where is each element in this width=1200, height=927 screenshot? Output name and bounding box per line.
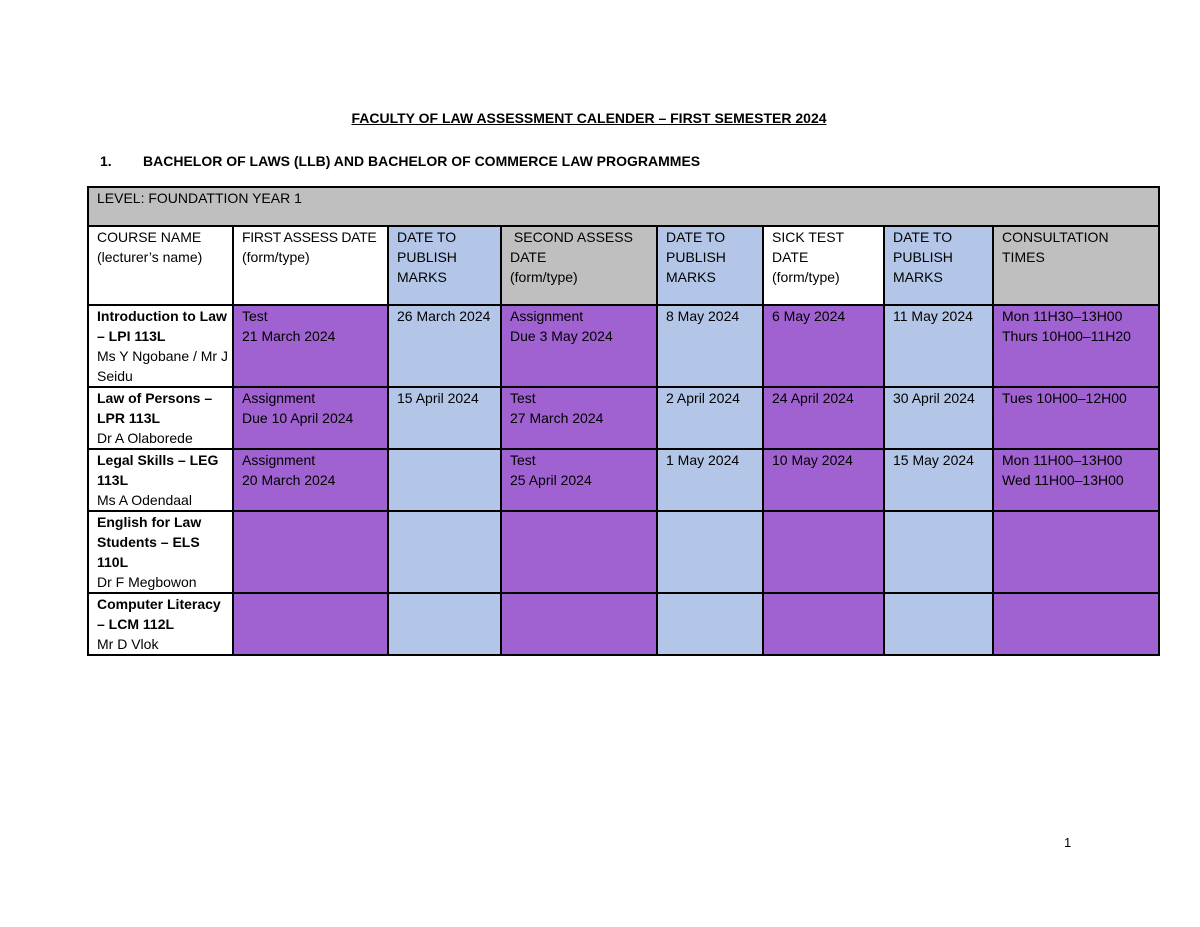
second-assess-cell <box>501 511 657 593</box>
header-consultation-times <box>993 226 1159 305</box>
course-cell <box>88 449 233 511</box>
document-title: FACULTY OF LAW ASSESSMENT CALENDER – FIRST SEMESTER 2024 <box>351 110 827 126</box>
second-assess-cell <box>501 449 657 511</box>
first-assess-cell <box>233 449 388 511</box>
header-line: DATE TO <box>666 229 726 245</box>
second-assess-cell <box>501 387 657 449</box>
course-name: Introduction to Law – LPI 113L <box>97 308 227 344</box>
assessment-date: 21 March 2024 <box>242 328 336 344</box>
header-line: (form/type) <box>772 269 840 285</box>
consultation-cell <box>993 387 1159 449</box>
header-line: SECOND ASSESS <box>510 229 633 245</box>
assessment-form: Test <box>510 452 536 468</box>
section-heading <box>100 153 700 169</box>
table-row <box>88 387 1159 449</box>
table-row <box>88 449 1159 511</box>
header-line: PUBLISH <box>397 249 457 265</box>
first-assess-cell <box>233 305 388 387</box>
page-number: 1 <box>1064 835 1072 850</box>
assessment-date: 25 April 2024 <box>510 472 592 488</box>
header-line: MARKS <box>893 269 943 285</box>
header-course-name <box>88 226 233 305</box>
header-line: PUBLISH <box>893 249 953 265</box>
header-sick-test-date <box>763 226 884 305</box>
sick-test-cell: 6 May 2024 <box>763 305 884 387</box>
header-line: DATE TO <box>397 229 457 245</box>
consultation-time: Mon 11H00–13H00 <box>1002 452 1123 468</box>
assessment-form: Assignment <box>242 390 316 406</box>
course-name: Law of Persons – LPR 113L <box>97 390 213 426</box>
assessment-date: Due 10 April 2024 <box>242 410 354 426</box>
sick-test-cell <box>763 593 884 655</box>
publish-marks-cell <box>884 511 993 593</box>
publish-marks-cell: 1 May 2024 <box>657 449 763 511</box>
header-line: CONSULTATION <box>1002 229 1109 245</box>
publish-marks-cell: 2 April 2024 <box>657 387 763 449</box>
consultation-time: Tues 10H00–12H00 <box>1002 390 1127 406</box>
lecturer-name: Mr D Vlok <box>97 636 159 652</box>
publish-marks-cell: 15 April 2024 <box>388 387 501 449</box>
header-line: (form/type) <box>242 249 310 265</box>
header-line: PUBLISH <box>666 249 726 265</box>
course-name: Legal Skills – LEG 113L <box>97 452 219 488</box>
header-first-assess-date <box>233 226 388 305</box>
level-row <box>88 187 1159 226</box>
lecturer-name: Dr A Olaborede <box>97 430 193 446</box>
header-line: MARKS <box>666 269 716 285</box>
header-publish-marks-1 <box>388 226 501 305</box>
consultation-cell <box>993 449 1159 511</box>
header-line: (form/type) <box>510 269 578 285</box>
header-line: FIRST ASSESS DATE <box>242 229 377 245</box>
table-row <box>88 305 1159 387</box>
section-title: BACHELOR OF LAWS (LLB) AND BACHELOR OF COMMERCE LAW PROGRAMMES <box>143 153 701 169</box>
header-line: TIMES <box>1002 249 1045 265</box>
section-number: 1. <box>100 153 112 169</box>
publish-marks-cell: 15 May 2024 <box>884 449 993 511</box>
lecturer-name: Ms A Odendaal <box>97 492 192 508</box>
course-cell <box>88 593 233 655</box>
consultation-cell <box>993 511 1159 593</box>
header-line: COURSE NAME <box>97 229 202 245</box>
assessment-calendar-table <box>87 186 1160 656</box>
consultation-time: Thurs 10H00–11H20 <box>1002 328 1131 344</box>
publish-marks-cell: 8 May 2024 <box>657 305 763 387</box>
assessment-date: 20 March 2024 <box>242 472 336 488</box>
consultation-cell <box>993 593 1159 655</box>
first-assess-cell <box>233 593 388 655</box>
course-cell <box>88 511 233 593</box>
header-row <box>88 226 1159 305</box>
assessment-form: Assignment <box>242 452 316 468</box>
header-line: (lecturer’s name) <box>97 249 203 265</box>
course-cell <box>88 387 233 449</box>
publish-marks-cell <box>388 593 501 655</box>
sick-test-cell: 10 May 2024 <box>763 449 884 511</box>
consultation-time: Wed 11H00–13H00 <box>1002 472 1124 488</box>
course-name: English for Law Students – ELS 110L <box>97 514 202 570</box>
assessment-form: Assignment <box>510 308 584 324</box>
publish-marks-cell <box>388 449 501 511</box>
second-assess-cell <box>501 593 657 655</box>
lecturer-name: Ms Y Ngobane / Mr J Seidu <box>97 348 228 384</box>
publish-marks-cell <box>388 511 501 593</box>
course-name: Computer Literacy – LCM 112L <box>97 596 221 632</box>
table-row <box>88 511 1159 593</box>
header-publish-marks-2 <box>657 226 763 305</box>
table-row <box>88 593 1159 655</box>
second-assess-cell <box>501 305 657 387</box>
first-assess-cell <box>233 511 388 593</box>
publish-marks-cell <box>657 593 763 655</box>
header-line: DATE TO <box>893 229 953 245</box>
publish-marks-cell: 26 March 2024 <box>388 305 501 387</box>
assessment-form: Test <box>510 390 536 406</box>
sick-test-cell: 24 April 2024 <box>763 387 884 449</box>
first-assess-cell <box>233 387 388 449</box>
publish-marks-cell <box>657 511 763 593</box>
header-line: DATE <box>772 249 809 265</box>
lecturer-name: Dr F Megbowon <box>97 574 197 590</box>
header-line: SICK TEST <box>772 229 845 245</box>
header-line: DATE <box>510 249 547 265</box>
assessment-date: Due 3 May 2024 <box>510 328 613 344</box>
publish-marks-cell: 30 April 2024 <box>884 387 993 449</box>
header-line: MARKS <box>397 269 447 285</box>
assessment-form: Test <box>242 308 268 324</box>
consultation-time: Mon 11H30–13H00 <box>1002 308 1123 324</box>
sick-test-cell <box>763 511 884 593</box>
publish-marks-cell: 11 May 2024 <box>884 305 993 387</box>
course-cell <box>88 305 233 387</box>
level-label: LEVEL: FOUNDATTION YEAR 1 <box>88 187 1159 226</box>
header-second-assess-date <box>501 226 657 305</box>
publish-marks-cell <box>884 593 993 655</box>
header-publish-marks-3 <box>884 226 993 305</box>
assessment-date: 27 March 2024 <box>510 410 604 426</box>
consultation-cell <box>993 305 1159 387</box>
